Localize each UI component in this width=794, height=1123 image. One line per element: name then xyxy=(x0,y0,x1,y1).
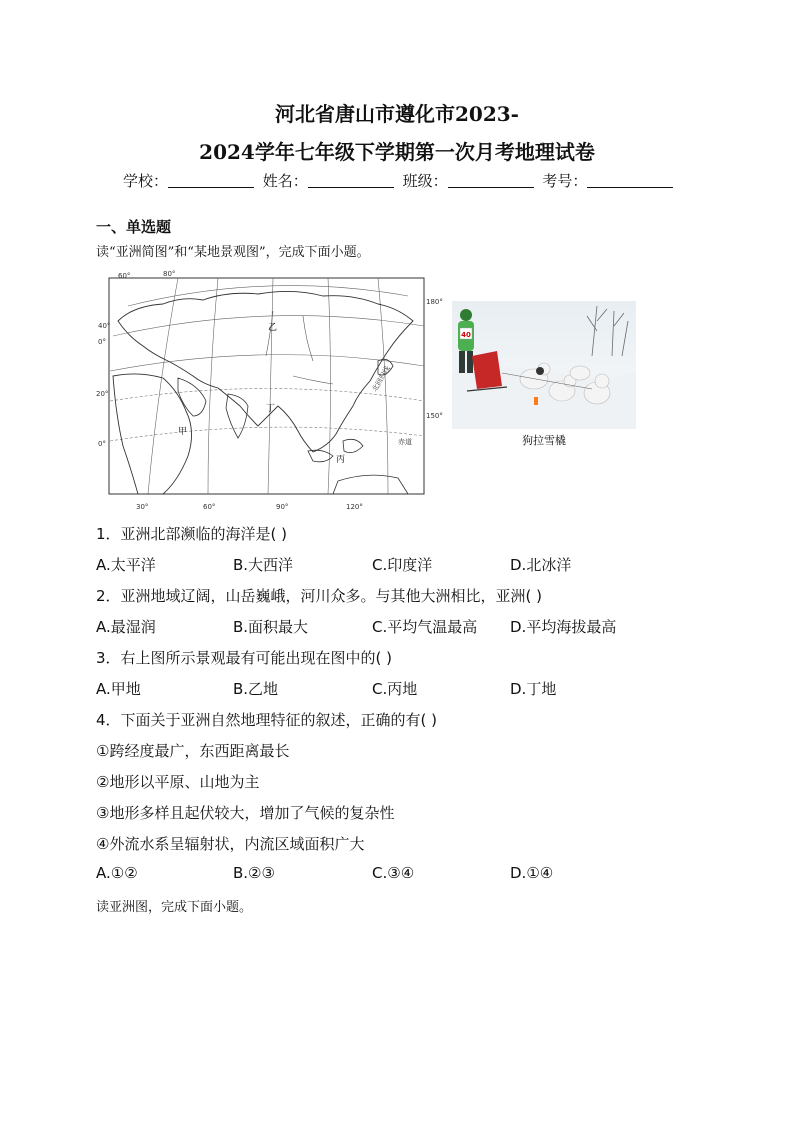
lon-label: 30° xyxy=(136,503,149,511)
lon-label: 90° xyxy=(276,503,289,511)
option-c[interactable]: C.丙地 xyxy=(372,680,418,698)
equator-label: 赤道 xyxy=(398,438,412,446)
school-label: 学校： xyxy=(123,172,169,190)
dog-sled-photo xyxy=(452,301,636,429)
exam-title-line2: 2024学年七年级下学期第一次月考地理试卷 xyxy=(199,140,595,164)
question-1-stem: 1．亚洲北部濒临的海洋是( ) xyxy=(96,525,288,543)
school-blank[interactable] xyxy=(168,173,254,188)
lon-label: 120° xyxy=(346,503,363,511)
lon-label-right: 150° xyxy=(426,412,443,420)
option-b[interactable]: B.面积最大 xyxy=(233,618,309,636)
option-c[interactable]: C.平均气温最高 xyxy=(372,618,478,636)
exam-title-line1: 河北省唐山市遵化市2023- xyxy=(275,102,519,126)
lon-label: 80° xyxy=(163,270,176,278)
name-blank[interactable] xyxy=(308,173,394,188)
photo-caption: 狗拉雪橇 xyxy=(522,434,566,447)
class-label: 班级： xyxy=(402,172,448,190)
option-a[interactable]: A.甲地 xyxy=(96,680,141,698)
lat-label: 40° xyxy=(98,322,111,330)
place-label-jia: 甲 xyxy=(178,427,188,437)
lat-label: 0° xyxy=(98,338,106,346)
statement-3: ③地形多样且起伏较大，增加了气候的复杂性 xyxy=(96,804,395,822)
lon-label-right: 180° xyxy=(426,298,443,306)
option-b[interactable]: B.②③ xyxy=(233,864,275,882)
statement-1: ①跨经度最广，东西距离最长 xyxy=(96,742,290,760)
exam-number-blank[interactable] xyxy=(587,173,673,188)
question-3-stem: 3．右上图所示景观最有可能出现在图中的( ) xyxy=(96,649,393,667)
lon-label: 60° xyxy=(118,272,131,280)
option-d[interactable]: D.①④ xyxy=(510,864,554,882)
option-b[interactable]: B.乙地 xyxy=(233,680,279,698)
option-a[interactable]: A.太平洋 xyxy=(96,556,156,574)
dog-dark xyxy=(536,367,544,375)
name-label: 姓名： xyxy=(262,172,308,190)
section-title: 一、单选题 xyxy=(96,218,172,236)
exam-number-label: 考号： xyxy=(542,172,588,190)
place-label-bing: 丙 xyxy=(336,455,346,465)
lat-label: 20° xyxy=(96,390,109,398)
asia-sketch-map xyxy=(96,266,443,511)
option-c[interactable]: C.③④ xyxy=(372,864,415,882)
class-blank[interactable] xyxy=(448,173,534,188)
question-4-options xyxy=(96,864,716,884)
intro-text-1: 读“亚洲简图”和“某地景观图”，完成下面小题。 xyxy=(96,245,370,260)
dog-bootie xyxy=(534,397,538,405)
bib-number: 40 xyxy=(461,331,471,339)
tropic-label: 北回归线 xyxy=(370,364,392,393)
option-d[interactable]: D.丁地 xyxy=(510,680,557,698)
statement-2: ②地形以平原、山地为主 xyxy=(96,773,260,791)
option-d[interactable]: D.平均海拔最高 xyxy=(510,618,617,636)
question-3-options xyxy=(96,678,716,698)
option-c[interactable]: C.印度洋 xyxy=(372,556,433,574)
question-1-options xyxy=(96,554,716,574)
option-b[interactable]: B.大西洋 xyxy=(233,556,294,574)
place-label-yi: 乙 xyxy=(268,323,278,333)
question-2-stem: 2．亚洲地域辽阔，山岳巍峨，河川众多。与其他大洲相比，亚洲( ) xyxy=(96,587,543,605)
lat-label: 0° xyxy=(98,440,106,448)
place-label-ding: 丁 xyxy=(266,404,276,414)
intro-text-2: 读亚洲图，完成下面小题。 xyxy=(96,900,253,915)
question-2-options xyxy=(96,616,716,636)
question-4-stem: 4．下面关于亚洲自然地理特征的叙述，正确的有( ) xyxy=(96,711,438,729)
option-d[interactable]: D.北冰洋 xyxy=(510,556,572,574)
option-a[interactable]: A.①② xyxy=(96,864,138,882)
option-a[interactable]: A.最湿润 xyxy=(96,618,156,636)
student-info-row xyxy=(123,170,677,191)
lon-label: 60° xyxy=(203,503,216,511)
statement-4: ④外流水系呈辐射状，内流区域面积广大 xyxy=(96,835,365,853)
